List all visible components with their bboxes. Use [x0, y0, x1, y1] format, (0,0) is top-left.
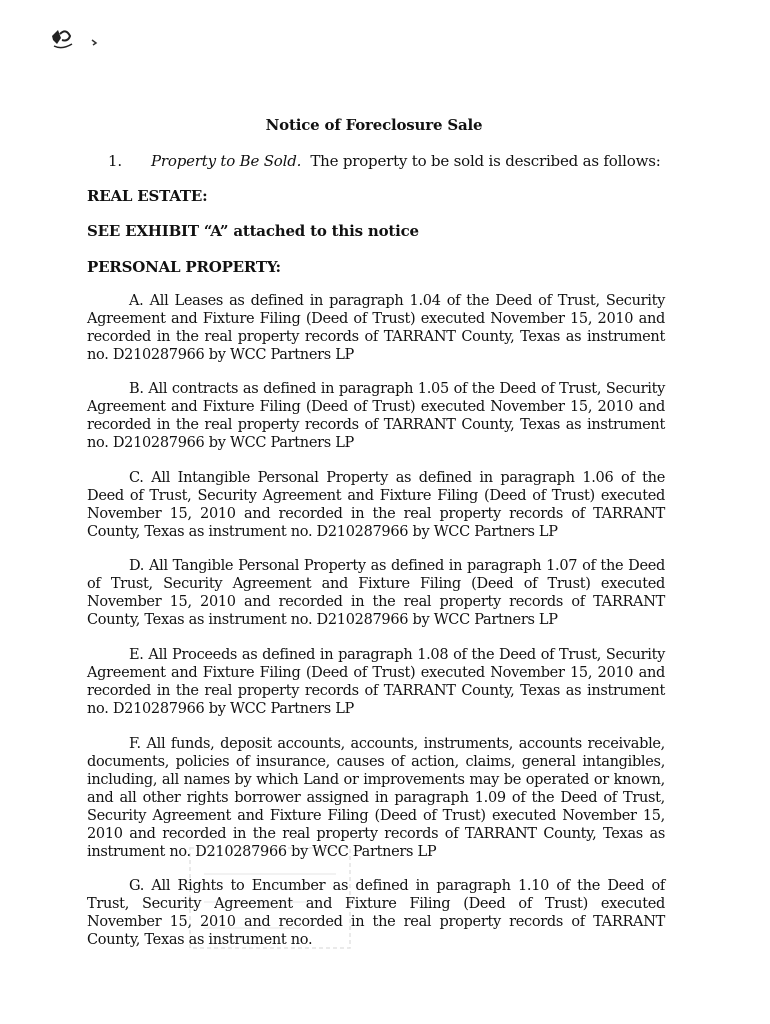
paragraph-d-tangible-property: D. All Tangible Personal Property as defined in paragraph 1.07 of the Deed of Trust, Security Agreement and Fixture Filing (Deed of Trust) executed November 15, 2010 and recorded in the real property records of TARRANT County, Texas as instrument no. D210287966 by WCC Partners LP: [87, 558, 665, 628]
document-title: Notice of Foreclosure Sale: [265, 116, 483, 134]
faint-recording-stamp: [180, 840, 360, 960]
section-number: 1.: [108, 152, 122, 170]
exhibit-reference: SEE EXHIBIT “A” attached to this notice: [87, 222, 419, 240]
section-1-property-to-be-sold: [108, 152, 661, 170]
paragraph-e-proceeds: E. All Proceeds as defined in paragraph 1.08 of the Deed of Trust, Security Agreement and Fixture Filing (Deed of Trust) executed November 15, 2010 and recorded in the real property records of TARRANT County, Texas as instrument no. D210287966 by WCC Partners LP: [87, 647, 665, 717]
paragraph-f-funds-accounts: F. All funds, deposit accounts, accounts, instruments, accounts receivable, documents, policies of insurance, causes of action, claims, general intangibles, including, all names by which Land or improvements may be operated or known, and all other rights borrower assigned in paragraph 1.09 of the Deed of Trust, Security Agreement and Fixture Filing (Deed of Trust) executed November 15, 2010 and recorded in the real property records of TARRANT County, Texas as instrument no. D210287966 by WCC Partners LP: [87, 736, 665, 860]
paragraph-g-rights-to-encumber: G. All Rights to Encumber as defined in paragraph 1.10 of the Deed of Trust, Security Agreement and Fixture Filing (Deed of Trust) executed November 15, 2010 and recorded in the real property records of TARRANT County, Texas as instrument no.: [87, 878, 665, 948]
paragraph-a-leases: A. All Leases as defined in paragraph 1.04 of the Deed of Trust, Security Agreement and Fixture Filing (Deed of Trust) executed November 15, 2010 and recorded in the real property records of TARRANT County, Texas as instrument no. D210287966 by WCC Partners LP: [87, 293, 665, 363]
personal-property-label: PERSONAL PROPERTY:: [87, 258, 281, 276]
paragraph-b-contracts: B. All contracts as defined in paragraph 1.05 of the Deed of Trust, Security Agreement and Fixture Filing (Deed of Trust) executed November 15, 2010 and recorded in the real property records of TARRANT County, Texas as instrument no. D210287966 by WCC Partners LP: [87, 381, 665, 451]
section-heading: Property to Be Sold.: [151, 152, 302, 170]
handwritten-initials-mark: [48, 24, 108, 54]
real-estate-label: REAL ESTATE:: [87, 187, 208, 205]
section-text: The property to be sold is described as follows:: [310, 152, 661, 170]
paragraph-c-intangible-property: C. All Intangible Personal Property as defined in paragraph 1.06 of the Deed of Trust, Security Agreement and Fixture Filing (Deed of Trust) executed November 15, 2010 and recorded in the real property records of TARRANT County, Texas as instrument no. D210287966 by WCC Partners LP: [87, 470, 665, 540]
